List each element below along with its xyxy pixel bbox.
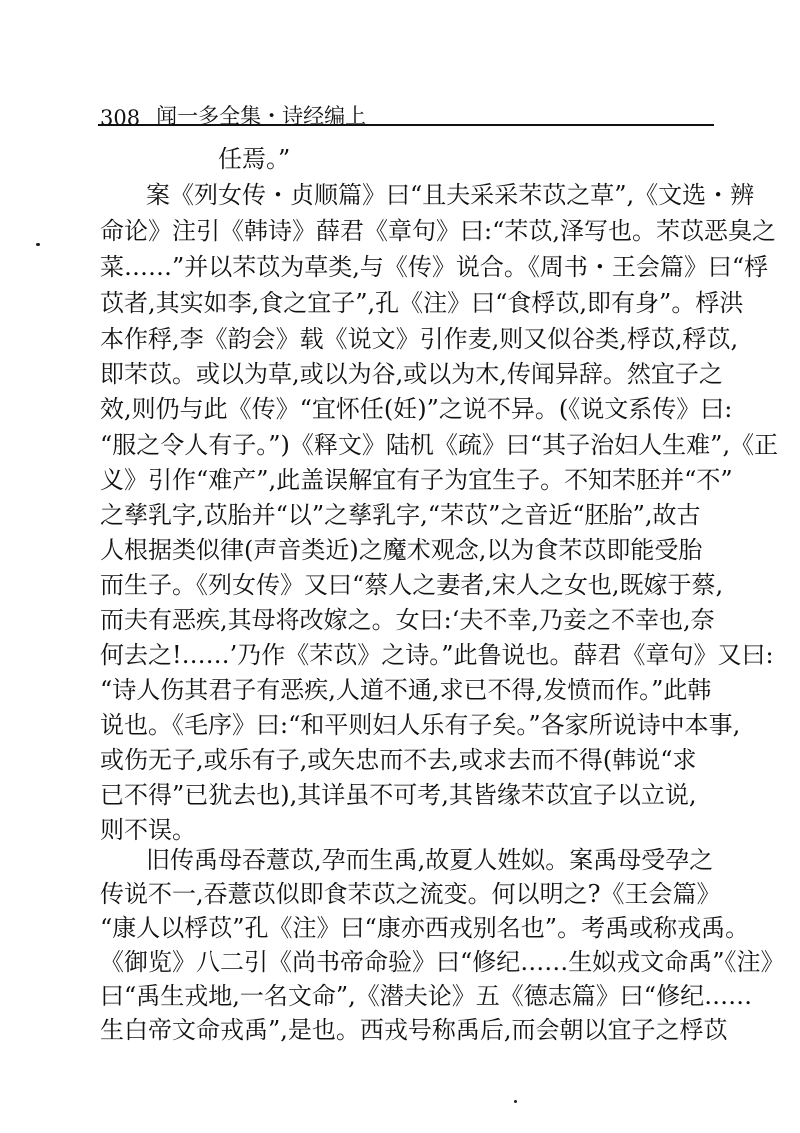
scan-speck bbox=[36, 243, 40, 246]
text-line: 何去之!……’乃作《芣苡》之诗。”此鲁说也。薛君《章句》又曰: bbox=[100, 641, 774, 669]
page-number: 308 bbox=[100, 106, 141, 130]
text-line: 传说不一,吞薏苡似即食芣苡之流变。何以明之?《王会篇》 bbox=[100, 880, 721, 908]
text-line: “诗人伤其君子有恶疾,人道不通,求已不得,发愤而作。”此韩 bbox=[100, 676, 712, 704]
text-line: 或伤无子,或乐有子,或矢忠而不去,或求去而不得(韩说“求 bbox=[100, 746, 697, 774]
text-line: 本作稃,李《韵会》载《说文》引作麦,则又似谷类,桴苡,稃苡, bbox=[100, 325, 739, 353]
text-line: 菜……”并以芣苡为草类,与《传》说合。《周书・王会篇》曰“桴 bbox=[100, 253, 769, 281]
text-line: 而生子。《列女传》又曰“蔡人之妻者,宋人之女也,既嫁于蔡, bbox=[100, 571, 724, 599]
text-line: 《御览》八二引《尚书帝命验》曰“修纪……生姒戎文命禹”《注》 bbox=[100, 948, 785, 976]
text-line: 说也。《毛序》曰:“和平则妇人乐有子矣。”各家所说诗中本事, bbox=[100, 711, 741, 739]
running-title: 闻一多全集・诗经编上 bbox=[156, 104, 367, 128]
text-line: 义》引作“难产”,此盖误解宜有子为宜生子。不知芣胚并“不” bbox=[100, 466, 733, 494]
header-rule bbox=[98, 124, 714, 126]
scan-speck bbox=[514, 1100, 517, 1103]
paragraph-start-line: 旧传禹母吞薏苡,孕而生禹,故夏人姓姒。案禹母受孕之 bbox=[146, 846, 714, 874]
paragraph-start-line: 案《列女传・贞顺篇》曰“且夫采采芣苡之草”,《文选・辨 bbox=[146, 181, 755, 209]
text-line: 效,则仍与此《传》“宜怀任(妊)”之说不异。(《说文系传》曰: bbox=[100, 395, 733, 423]
text-line: 即芣苡。或以为草,或以为谷,或以为木,传闻异辞。然宜子之 bbox=[100, 360, 723, 388]
text-line: 苡者,其实如李,食之宜子”,孔《注》曰“食桴苡,即有身”。桴洪 bbox=[100, 289, 744, 317]
text-line: 命论》注引《韩诗》薛君《章句》曰:“芣苡,泽写也。芣苡恶臭之 bbox=[100, 217, 776, 245]
text-line: 曰“禹生戎地,一名文命”,《潜夫论》五《德志篇》曰“修纪…… bbox=[100, 982, 753, 1010]
text-line: “康人以桴苡”孔《注》曰“康亦西戎别名也”。考禹或称戎禹。 bbox=[100, 914, 750, 942]
text-line: 而夫有恶疾,其母将改嫁之。女曰:‘夫不幸,乃妾之不幸也,奈 bbox=[100, 606, 715, 634]
text-line: 生白帝文命戎禹”,是也。西戎号称禹后,而会朝以宜子之桴苡 bbox=[100, 1016, 728, 1044]
text-line: 人根据类似律(声音类近)之魔术观念,以为食芣苡即能受胎 bbox=[100, 536, 703, 564]
text-line: 则不误。 bbox=[100, 816, 196, 844]
text-line: 任焉。” bbox=[218, 145, 291, 173]
text-line: 之孳乳字,苡胎并“以”之孳乳字,“芣苡”之音近“胚胎”,故古 bbox=[100, 501, 701, 529]
text-line: “服之令人有子。”)《释文》陆机《疏》曰“其子治妇人生难”,《正 bbox=[100, 431, 779, 459]
text-line: 已不得”已犹去也),其详虽不可考,其皆缘芣苡宜子以立说, bbox=[100, 781, 697, 809]
